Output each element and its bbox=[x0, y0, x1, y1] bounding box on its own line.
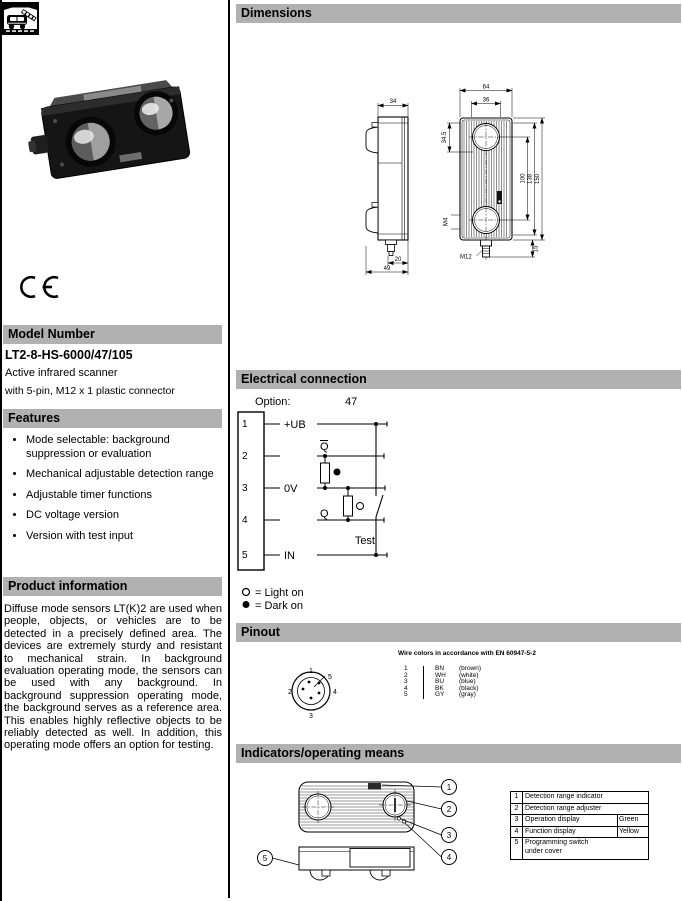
dim-side-depth: 49 bbox=[383, 266, 391, 272]
product-photo bbox=[28, 72, 200, 198]
product-info-header: Product information bbox=[3, 577, 222, 596]
pin-number-4: 4 bbox=[242, 515, 248, 526]
row-description: Detection range adjuster bbox=[525, 804, 602, 812]
pin3-label: 0V bbox=[284, 483, 298, 495]
light-on-symbol bbox=[357, 503, 364, 510]
option-label: Option: bbox=[255, 396, 291, 408]
dim-height: 150 bbox=[535, 173, 541, 185]
car-barrier-icon bbox=[2, 2, 39, 35]
option-value: 47 bbox=[345, 396, 358, 408]
column-divider bbox=[228, 0, 230, 898]
pinout-connector bbox=[283, 658, 347, 722]
table-row bbox=[511, 826, 648, 838]
pin-number-2: 2 bbox=[242, 451, 248, 462]
wire-colors-table bbox=[402, 666, 532, 699]
wire-color: (blue) bbox=[459, 678, 476, 686]
dim-side-width: 34 bbox=[389, 99, 397, 105]
callout-4: 4 bbox=[446, 853, 452, 862]
output-inverted-label: Q bbox=[320, 441, 329, 453]
wire-color: (gray) bbox=[459, 691, 476, 699]
callout-3: 3 bbox=[446, 831, 452, 840]
operation-led bbox=[397, 817, 400, 820]
dim-thread-side: M4 bbox=[443, 217, 450, 227]
feature-item: • Mode selectable: background suppression or evaluation bbox=[26, 434, 222, 461]
row-value: Yellow bbox=[617, 827, 648, 838]
indicators-table bbox=[510, 791, 649, 860]
wire-color: (black) bbox=[459, 684, 479, 692]
range-indicator-window bbox=[368, 783, 381, 790]
legend-light-text: = Light on bbox=[255, 587, 304, 599]
product-info-text: Diffuse mode sensors LT(K)2 are used when people, objects, or vehicles are to be detected in a precisely defined area. The devices are extremely sturdy and resistant to mechanical strain. In background evaluation operating mode, the sensors can be used with any background. In background suppression operating mode, the background serves as a reference area. This enables highly reflective objects to be reliably detected as well. In addition, this operating mode offers an option for testing. bbox=[4, 603, 222, 752]
dim-lens-spacing: 100 bbox=[520, 173, 527, 184]
callout-2: 2 bbox=[446, 805, 452, 814]
dim-lens-top-offset: 34.5 bbox=[442, 131, 448, 144]
wire-row bbox=[402, 692, 532, 699]
row-number: 1 bbox=[511, 792, 523, 803]
row-number: 2 bbox=[511, 804, 523, 815]
ce-logo bbox=[16, 274, 66, 300]
table-row bbox=[511, 792, 648, 803]
legend-dark-icon bbox=[243, 601, 250, 608]
row-description: Operation display bbox=[525, 816, 580, 823]
output-label: Q bbox=[320, 508, 329, 520]
feature-item: • DC voltage version bbox=[26, 509, 222, 523]
dim-hole-spacing: 138 bbox=[527, 173, 534, 185]
connector-pin-upper-right: 5 bbox=[328, 674, 332, 681]
dim-front-width: 64 bbox=[482, 84, 490, 91]
dim-foot-height: 15 bbox=[533, 245, 540, 253]
pin1-label: +UB bbox=[284, 419, 306, 431]
electrical-diagram bbox=[236, 392, 682, 618]
table-row bbox=[511, 814, 648, 826]
pin-number-1: 1 bbox=[242, 419, 248, 430]
wire-code: GY bbox=[435, 691, 445, 699]
connector-pin-bottom: 3 bbox=[309, 713, 313, 720]
features-list bbox=[4, 434, 222, 550]
wire-code: WH bbox=[435, 671, 446, 679]
indicators-header: Indicators/operating means bbox=[236, 744, 681, 763]
row-number: 4 bbox=[511, 827, 523, 838]
wire-code: BU bbox=[435, 678, 445, 686]
wire-pin: 1 bbox=[404, 665, 408, 672]
wire-pin: 2 bbox=[404, 671, 408, 679]
row-number: 3 bbox=[511, 815, 523, 826]
row-description: Programming switch under cover bbox=[525, 839, 589, 855]
programming-cover bbox=[350, 849, 410, 868]
dark-on-symbol bbox=[334, 469, 341, 476]
table-row bbox=[511, 803, 648, 815]
pin-number-3: 3 bbox=[242, 483, 248, 494]
dim-lens-width: 36 bbox=[482, 97, 490, 104]
model-desc-line2: with 5-pin, M12 x 1 plastic connector bbox=[5, 385, 175, 397]
page-left-edge bbox=[0, 0, 2, 901]
pinout-header: Pinout bbox=[236, 623, 681, 642]
wire-color: (brown) bbox=[459, 665, 482, 672]
row-description: Detection range indicator bbox=[525, 793, 603, 800]
test-switch bbox=[376, 495, 383, 517]
wire-pin: 5 bbox=[404, 691, 408, 699]
wire-pin: 4 bbox=[404, 684, 408, 692]
row-number: 5 bbox=[511, 838, 523, 859]
legend-light-icon bbox=[243, 589, 250, 596]
legend-dark-text: = Dark on bbox=[255, 600, 303, 612]
pin5-label: IN bbox=[284, 550, 295, 562]
connector-pin-top: 1 bbox=[309, 668, 313, 675]
feature-item: • Adjustable timer functions bbox=[26, 489, 222, 503]
table-row bbox=[511, 837, 648, 859]
dimensions-header: Dimensions bbox=[236, 4, 681, 23]
pin-number-5: 5 bbox=[242, 550, 248, 561]
model-desc-line1: Active infrared scanner bbox=[5, 367, 118, 379]
test-label: Test bbox=[354, 535, 375, 547]
feature-item: • Version with test input bbox=[26, 530, 222, 544]
features-header: Features bbox=[3, 409, 222, 428]
callout-1: 1 bbox=[446, 783, 452, 792]
model-number: LT2-8-HS-6000/47/105 bbox=[5, 348, 133, 362]
dim-thread-bottom: M12 bbox=[460, 254, 472, 261]
connector-pin-right: 4 bbox=[333, 689, 337, 696]
row-value: Green bbox=[617, 815, 648, 826]
wire-colors-note: Wire colors in accordance with EN 60947-5-2 bbox=[398, 650, 536, 657]
dim-foot-width: 20 bbox=[394, 257, 402, 263]
connector-pin-left: 2 bbox=[288, 689, 292, 696]
callout-5: 5 bbox=[262, 854, 268, 863]
model-number-header: Model Number bbox=[3, 325, 222, 344]
row-description: Function display bbox=[525, 827, 576, 835]
electrical-header: Electrical connection bbox=[236, 370, 681, 389]
feature-item: • Mechanical adjustable detection range bbox=[26, 468, 222, 482]
dimensions-drawing bbox=[236, 60, 682, 295]
wire-color: (white) bbox=[459, 671, 479, 679]
wire-pin: 3 bbox=[404, 678, 408, 686]
wire-code: BK bbox=[435, 684, 444, 692]
wire-code: BN bbox=[435, 665, 445, 672]
